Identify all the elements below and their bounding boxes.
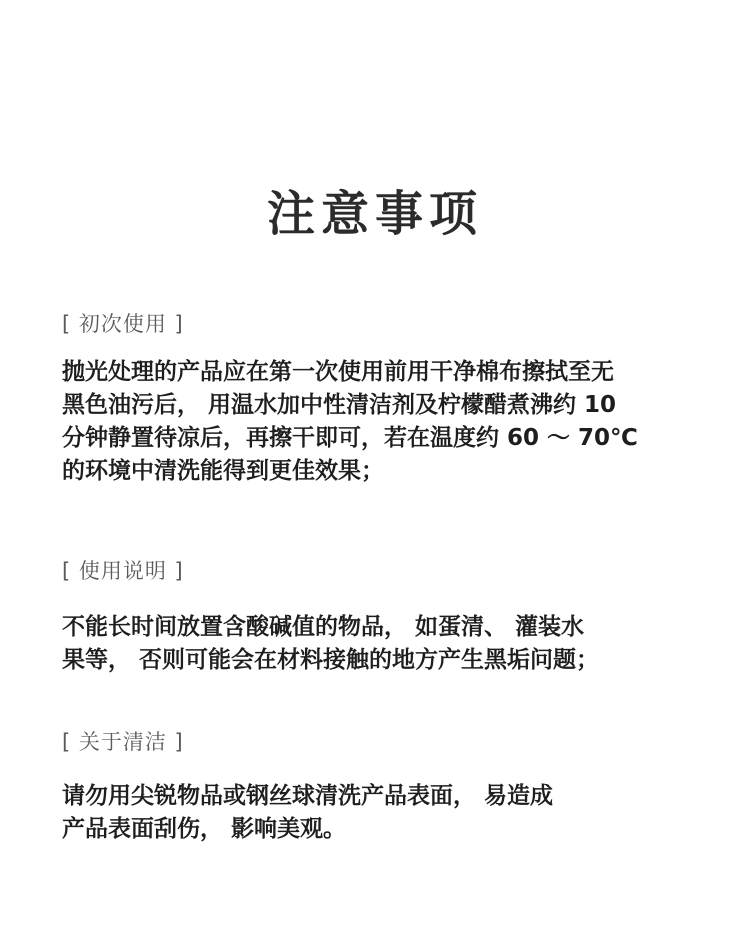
text-line: 果等， 否则可能会在材料接触的地方产生黑垢问题； (62, 647, 600, 673)
section-label-first-use: [ 初次使用 ] (62, 312, 184, 336)
text-line: 黑色油污后， 用温水加中性清洁剂及柠檬醋煮沸约 10 (62, 392, 617, 418)
section-text-first-use (62, 356, 702, 488)
text-line: 不能长时间放置含酸碱值的物品， 如蛋清、 灌装水 (62, 614, 585, 640)
text-line: 请勿用尖锐物品或钢丝球清洗产品表面， 易造成 (62, 783, 554, 809)
text-line: 的环境中清洗能得到更佳效果； (62, 458, 384, 484)
text-line: 产品表面刮伤， 影响美观。 (62, 816, 347, 842)
section-label-cleaning: [ 关于清洁 ] (62, 730, 184, 754)
text-line: 抛光处理的产品应在第一次使用前用干净棉布擦拭至无 (62, 359, 614, 385)
text-line: 分钟静置待凉后，再擦干即可，若在温度约 60 ～ 70℃ (62, 425, 638, 451)
page-title: 注意事项 (266, 186, 483, 242)
section-label-usage: [ 使用说明 ] (62, 559, 184, 583)
section-text-usage (62, 611, 702, 677)
section-text-cleaning (62, 780, 702, 846)
